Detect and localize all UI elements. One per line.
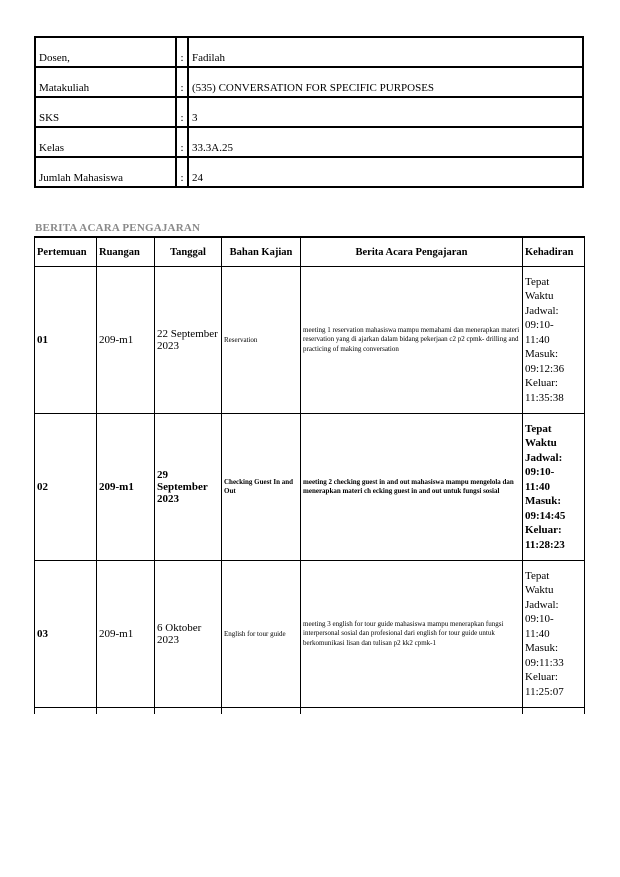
- info-label: Kelas: [35, 127, 176, 157]
- kehadiran-line: 09:10-: [525, 466, 555, 479]
- kehadiran-line: Tepat: [525, 422, 552, 435]
- kehadiran-line: 09:14:45: [525, 509, 566, 522]
- cell-berita-acara: meeting 1 reservation mahasiswa mampu memahami dan menerapkan materi reservation yang di ajarkan dalam bidang pekerjaan c2 p2 cpmk- drilling and practicing of making conversation: [301, 267, 523, 414]
- cell-kehadiran: [523, 414, 585, 561]
- table-row: [35, 561, 585, 708]
- kehadiran-line: Masuk:: [525, 495, 562, 508]
- kehadiran-line: 11:40: [525, 627, 550, 640]
- cell-pertemuan: 03: [35, 561, 97, 708]
- info-label: Dosen,: [35, 37, 176, 67]
- header-berita-acara: Berita Acara Pengajaran: [301, 237, 523, 267]
- course-info-table: [34, 36, 584, 188]
- cell-tanggal: 22 September 2023: [155, 267, 222, 414]
- cell-tanggal: 6 Oktober 2023: [155, 561, 222, 708]
- kehadiran-line: 09:10-: [525, 319, 554, 332]
- info-value: 24: [188, 157, 583, 187]
- kehadiran-line: Waktu: [525, 437, 557, 450]
- kehadiran-line: Jadwal:: [525, 598, 559, 611]
- cell-ruangan: 209-m1: [97, 561, 155, 708]
- cell-kehadiran: [523, 561, 585, 708]
- info-colon: :: [176, 127, 188, 157]
- header-pertemuan: Pertemuan: [35, 237, 97, 267]
- table-row: [35, 414, 585, 561]
- info-row-dosen: [35, 37, 583, 67]
- kehadiran-line: Masuk:: [525, 642, 558, 655]
- info-row-sks: [35, 97, 583, 127]
- empty-cell: [523, 708, 585, 715]
- kehadiran-line: Waktu: [525, 290, 554, 303]
- empty-cell: [155, 708, 222, 715]
- kehadiran-line: Keluar:: [525, 524, 562, 537]
- cell-berita-acara: meeting 2 checking guest in and out mahasiswa mampu mengelola dan menerapkan materi ch ecking guest in and out untuk fungsi sosial: [301, 414, 523, 561]
- header-ruangan: Ruangan: [97, 237, 155, 267]
- kehadiran-line: 11:35:38: [525, 391, 564, 404]
- info-value: 3: [188, 97, 583, 127]
- info-row-matakuliah: [35, 67, 583, 97]
- kehadiran-line: 11:40: [525, 480, 551, 493]
- kehadiran-line: Jadwal:: [525, 451, 563, 464]
- cell-pertemuan: 02: [35, 414, 97, 561]
- kehadiran-line: Waktu: [525, 584, 554, 597]
- header-kehadiran: Kehadiran: [523, 237, 585, 267]
- header-tanggal: Tanggal: [155, 237, 222, 267]
- kehadiran-line: Keluar:: [525, 377, 558, 390]
- kehadiran-line: Keluar:: [525, 671, 558, 684]
- cell-bahan-kajian: English for tour guide: [222, 561, 301, 708]
- kehadiran-line: 09:10-: [525, 613, 554, 626]
- teaching-record-table: [34, 236, 585, 714]
- info-colon: :: [176, 37, 188, 67]
- info-colon: :: [176, 67, 188, 97]
- info-label: Jumlah Mahasiswa: [35, 157, 176, 187]
- kehadiran-line: 11:28:23: [525, 538, 565, 551]
- cell-kehadiran: [523, 267, 585, 414]
- kehadiran-line: 11:40: [525, 333, 550, 346]
- kehadiran-line: Tepat: [525, 569, 550, 582]
- info-label: SKS: [35, 97, 176, 127]
- info-value: (535) CONVERSATION FOR SPECIFIC PURPOSES: [188, 67, 583, 97]
- cell-tanggal: 29 September 2023: [155, 414, 222, 561]
- info-value: Fadilah: [188, 37, 583, 67]
- cell-ruangan: 209-m1: [97, 414, 155, 561]
- empty-cell: [301, 708, 523, 715]
- cell-ruangan: 209-m1: [97, 267, 155, 414]
- kehadiran-line: 09:11:33: [525, 656, 564, 669]
- cell-bahan-kajian: Reservation: [222, 267, 301, 414]
- table-row-continuation: [35, 708, 585, 715]
- table-header-row: [35, 237, 585, 267]
- section-title: BERITA ACARA PENGAJARAN: [35, 222, 201, 234]
- cell-bahan-kajian: Checking Guest In and Out: [222, 414, 301, 561]
- info-colon: :: [176, 157, 188, 187]
- kehadiran-line: Jadwal:: [525, 304, 559, 317]
- table-row: [35, 267, 585, 414]
- info-label: Matakuliah: [35, 67, 176, 97]
- info-value: 33.3A.25: [188, 127, 583, 157]
- empty-cell: [35, 708, 97, 715]
- header-bahan-kajian: Bahan Kajian: [222, 237, 301, 267]
- kehadiran-line: Tepat: [525, 275, 550, 288]
- empty-cell: [222, 708, 301, 715]
- kehadiran-line: 11:25:07: [525, 685, 564, 698]
- kehadiran-line: Masuk:: [525, 348, 558, 361]
- cell-pertemuan: 01: [35, 267, 97, 414]
- info-colon: :: [176, 97, 188, 127]
- cell-berita-acara: meeting 3 english for tour guide mahasiswa mampu menerapkan fungsi interpersonal sosial dan profesional dari english for tour guide untuk berkomunikasi lisan dan tulisan p2 kk2 cpmk-1: [301, 561, 523, 708]
- kehadiran-line: 09:12:36: [525, 362, 565, 375]
- info-row-jumlah-mahasiswa: [35, 157, 583, 187]
- info-row-kelas: [35, 127, 583, 157]
- empty-cell: [97, 708, 155, 715]
